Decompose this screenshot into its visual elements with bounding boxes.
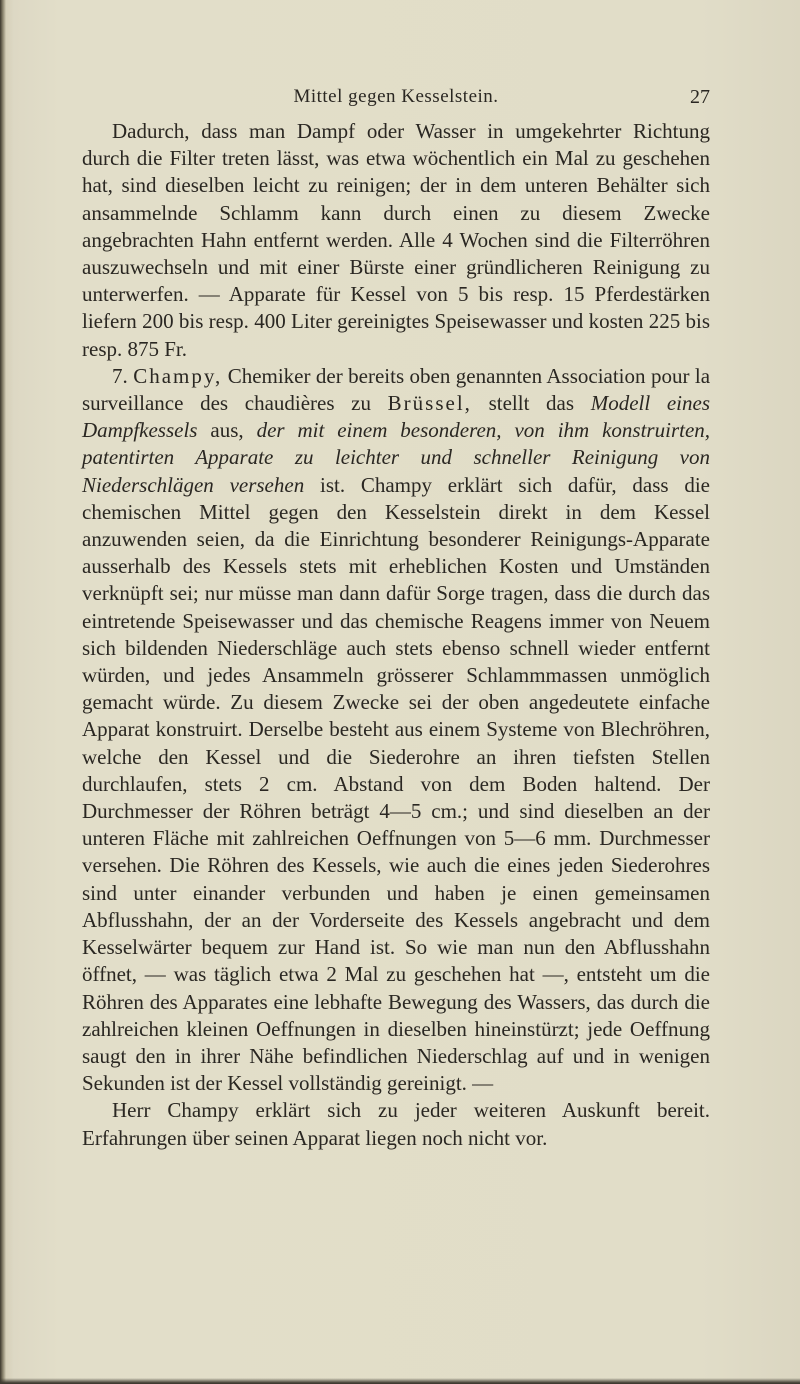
city-name: Brüssel, [387,391,472,416]
body-text [82,118,710,1152]
running-title: Mittel gegen Kesselstein. [293,86,499,107]
page-number: 27 [690,86,710,108]
paragraph-champy-model [82,363,710,1097]
item-number: 7. [112,363,128,388]
person-name: Champy, [133,363,223,388]
page-header [82,86,710,116]
text-segment: Chemiker der bereits oben genannten Association pour la surveillance des chaudières zu [82,363,711,416]
italic-model-title: Modell eines Dampfkessels [82,391,711,443]
italic-model-description: der mit einem besonderen, von ihm konstruirten, patentirten Apparate zu leichter und schneller Reinigung von Niederschlägen versehen [82,418,711,497]
paragraph-filter-cleaning: Dadurch, dass man Dampf oder Wasser in umgekehrter Richtung durch die Filter treten lässt, was etwa wöchentlich ein Mal zu geschehen hat, sind dieselben leicht zu reinigen; der in dem unteren Behälter sich ansammelnde Schlamm kann durch einen zu diesem Zwecke angebrachten Hahn entfernt werden. Alle 4 Wochen sind die Filterröhren auszuwechseln und mit einer Bürste einer gründlicheren Reinigung zu unterwerfen. — Apparate für Kessel von 5 bis resp. 15 Pferdestärken liefern 200 bis resp. 400 Liter gereinigtes Speisewasser und kosten 225 bis resp. 875 Fr. [82,119,710,361]
text-segment: ist. Champy erklärt sich dafür, dass die chemischen Mittel gegen den Kesselstein direkt in dem Kessel anzuwenden seien, da die Einrichtung besonderer Reinigungs-Apparate ausserhalb des Kessels stets mit erheblichen Kosten und Umständen verknüpft sei; nur müsse man dann dafür Sorge tragen, dass die durch das eintretende Speisewasser und das chemische Reagens immer von Neuem sich bildenden Niederschläge auch stets ebenso schnell wieder entfernt würden, und jedes Ansammeln grösserer Schlammmassen unmöglich gemacht würde. Zu diesem Zwecke sei der oben angedeutete einfache Apparat konstruirt. Derselbe besteht aus einem Systeme von Blechröhren, welche den Kessel und die Siederohre an ihren tiefsten Stellen durchlaufen, stets 2 cm. Abstand von dem Boden haltend. Der Durchmesser der Röhren beträgt 4—5 cm.; und sind dieselben an der unteren Fläche mit zahlreichen Oeffnungen von 5—6 mm. Durchmesser versehen. Die Röhren des Kessels, wie auch die eines jeden Siederohres sind unter einander verbunden und haben je einen gemeinsamen Abflusshahn, der an der Vorderseite des Kessels angebracht und dem Kesselwärter bequem zur Hand ist. So wie man nun den Abflusshahn öffnet, — was täglich etwa 2 Mal zu geschehen hat —, entsteht um die Röhren des Apparates eine lebhafte Bewegung des Wassers, das durch die zahlreichen kleinen Oeffnungen in dieselben hineinstürzt; jede Oeffnung saugt den in ihrer Nähe befindlichen Niederschlag auf und in wenigen Sekunden ist der Kessel vollständig gereinigt. — [82,472,711,1096]
paragraph-closing: Herr Champy erklärt sich zu jeder weiteren Auskunft bereit. Erfahrungen über seinen Apparat liegen noch nicht vor. [82,1098,710,1150]
page-bottom-edge [0,1378,800,1384]
text-segment: stellt das [488,391,575,416]
page-binding-edge [0,0,6,1384]
text-segment: aus, [210,418,244,443]
